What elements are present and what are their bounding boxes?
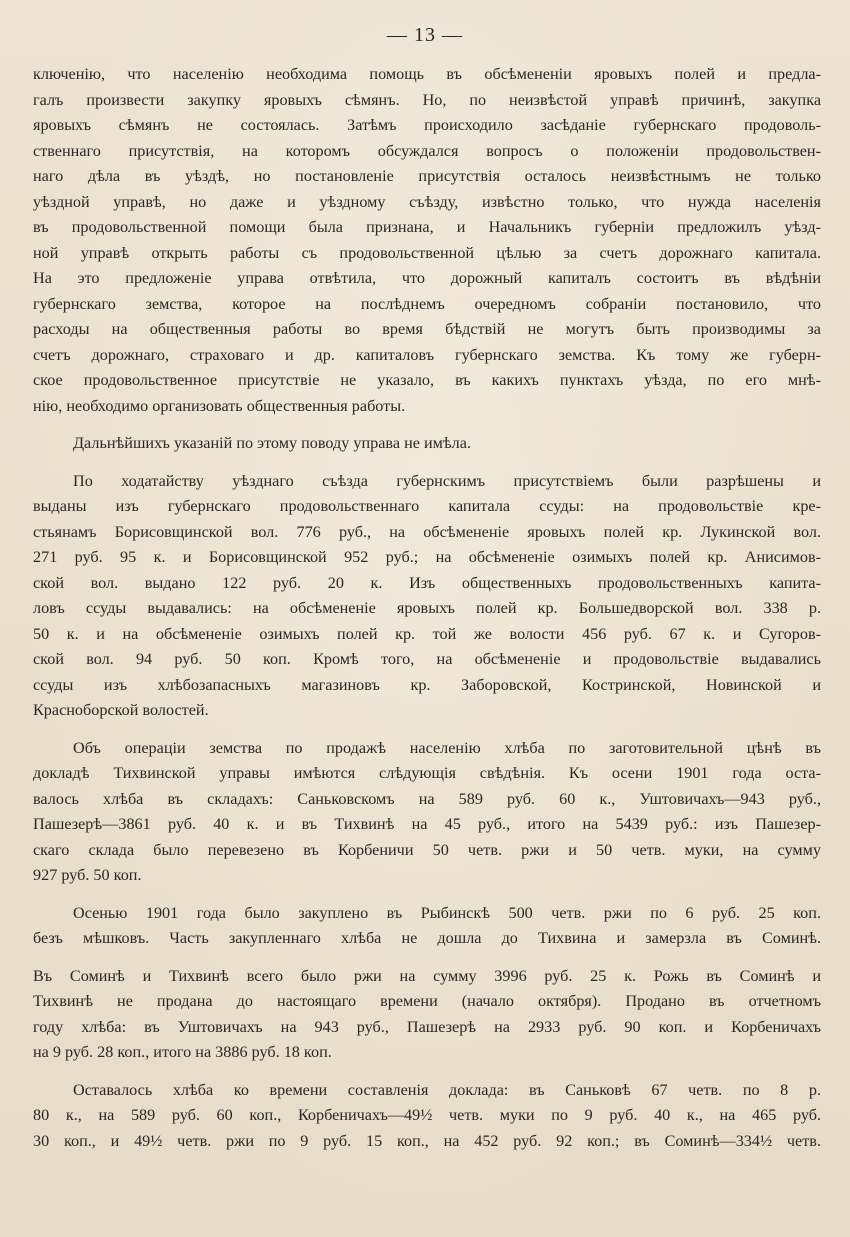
text-line: ственнаго присутствія, на которомъ обсуждался вопросъ о положеніи продовольствен-: [33, 141, 821, 160]
text-line: скаго склада было перевезено въ Корбеничи 50 четв. ржи и 50 четв. муки, на сумму: [33, 840, 821, 859]
text-line: Пашезерѣ—3861 руб. 40 к. и въ Тихвинѣ на 45 руб., итого на 5439 руб.: изъ Пашезер-: [33, 815, 821, 833]
text-line: яровыхъ сѣмянъ не состоялась. Затѣмъ происходило засѣданіе губернскаго продоволь-: [33, 116, 821, 134]
text-line: Тихвинѣ не продана до настоящаго времени (начало октября). Продано въ отчетномъ: [33, 992, 821, 1010]
text-line: выданы изъ губернскаго продовольственнаго капитала ссуды: на продовольствіе кре-: [33, 497, 821, 515]
text-line: нію, необходимо организовать общественныя работы.: [33, 396, 406, 415]
text-line: валось хлѣба въ складахъ: Саньковскомъ на 589 руб. 60 к., Уштовичахъ—943 руб.,: [33, 789, 821, 808]
text-line: галъ произвести закупку яровыхъ сѣмянъ. Но, по неизвѣстой управѣ причинѣ, закупка: [33, 90, 821, 109]
text-line: 80 к., на 589 руб. 60 коп., Корбеничахъ—49½ четв. муки по 9 руб. 40 к., на 465 руб.: [33, 1106, 821, 1124]
paragraph: [33, 736, 821, 889]
text-line: докладѣ Тихвинской управы имѣются слѣдующія свѣдѣнія. Къ осени 1901 года оста-: [33, 764, 821, 782]
text-line: безъ мѣшковъ. Часть закупленнаго хлѣба не дошла до Тихвина и замерзла въ Соминѣ.: [33, 929, 821, 947]
text-line: 30 коп., и 49½ четв. ржи по 9 руб. 15 коп., на 452 руб. 92 коп.; въ Соминѣ—334½ четв.: [33, 1131, 821, 1150]
body-text: [33, 62, 821, 1166]
text-line: счетъ дорожнаго, страховаго и др. капиталовъ губернскаго земства. Къ тому же губерн-: [33, 345, 821, 364]
text-line: въ продовольственной помощи была признана, и Начальникъ губерніи предложилъ уѣзд-: [33, 218, 821, 236]
text-line: на 9 руб. 28 коп., итого на 3886 руб. 18 коп.: [33, 1043, 332, 1061]
paragraph: [33, 62, 821, 419]
paragraph: [33, 964, 821, 1066]
text-line: Оставалось хлѣба ко времени составленія доклада: въ Саньковѣ 67 четв. по 8 р.: [73, 1080, 821, 1099]
text-line: ссуды изъ хлѣбозапасныхъ магазиновъ кр. Заборовской, Костринской, Новинской и: [33, 675, 821, 694]
text-line: Красноборской волостей.: [33, 701, 209, 719]
text-line: Объ операціи земства по продажѣ населенію хлѣба по заготовительной цѣнѣ въ: [73, 738, 821, 757]
text-line: Осенью 1901 года было закуплено въ Рыбинскѣ 500 четв. ржи по 6 руб. 25 коп.: [73, 903, 821, 922]
text-line: губернскаго земства, которое на послѣднемъ очередномъ собраніи постановило, что: [33, 294, 821, 313]
text-line: ской вол. 94 руб. 50 коп. Кромѣ того, на обсѣмененіе и продовольствіе выдавались: [33, 650, 821, 668]
text-line: ной управѣ открыть работы съ продовольственной цѣлью за счетъ дорожнаго капитала.: [33, 243, 821, 262]
text-line: Въ Соминѣ и Тихвинѣ всего было ржи на сумму 3996 руб. 25 к. Рожь въ Соминѣ и: [33, 966, 821, 985]
text-line: На это предложеніе управа отвѣтила, что дорожный капиталъ состоитъ въ вѣдѣніи: [33, 269, 821, 287]
text-line: Дальнѣйшихъ указаній по этому поводу управа не имѣла.: [73, 434, 471, 452]
paragraph: [33, 431, 821, 457]
text-line: По ходатайству уѣзднаго съѣзда губернскимъ присутствіемъ были разрѣшены и: [73, 471, 821, 490]
text-line: стьянамъ Борисовщинской вол. 776 руб., на обсѣмененіе яровыхъ полей кр. Лукинской вол.: [33, 522, 821, 541]
text-line: 927 руб. 50 коп.: [33, 866, 142, 884]
text-line: ской вол. выдано 122 руб. 20 к. Изъ общественныхъ продовольственныхъ капита-: [33, 573, 821, 592]
text-line: уѣздной управѣ, но даже и уѣздному съѣзду, извѣстно только, что нужда населенія: [33, 192, 821, 211]
text-line: ключенію, что населенію необходима помощь въ обсѣмененіи яровыхъ полей и предла-: [33, 65, 821, 83]
paragraph: [33, 901, 821, 952]
text-line: 50 к. и на обсѣмененіе озимыхъ полей кр. той же волости 456 руб. 67 к. и Сугоров-: [33, 624, 821, 643]
paragraph: [33, 469, 821, 724]
paragraph: [33, 1078, 821, 1155]
text-line: году хлѣба: въ Уштовичахъ на 943 руб., Пашезерѣ на 2933 руб. 90 коп. и Корбеничахъ: [33, 1017, 821, 1036]
text-line: наго дѣла въ уѣздѣ, но постановленіе присутствія осталось неизвѣстнымъ не только: [33, 167, 821, 185]
text-line: ловъ ссуды выдавались: на обсѣмененіе яровыхъ полей кр. Большедворской вол. 338 р.: [33, 599, 821, 617]
page-number: — 13 —: [387, 24, 463, 46]
text-line: расходы на общественныя работы во время бѣдствій не могутъ быть производимы за: [33, 320, 821, 338]
text-line: 271 руб. 95 к. и Борисовщинской 952 руб.; на обсѣмененіе озимыхъ полей кр. Анисимов-: [33, 548, 821, 566]
text-line: ское продовольственное присутствіе не указало, въ какихъ пунктахъ уѣзда, по его мнѣ-: [33, 371, 821, 389]
